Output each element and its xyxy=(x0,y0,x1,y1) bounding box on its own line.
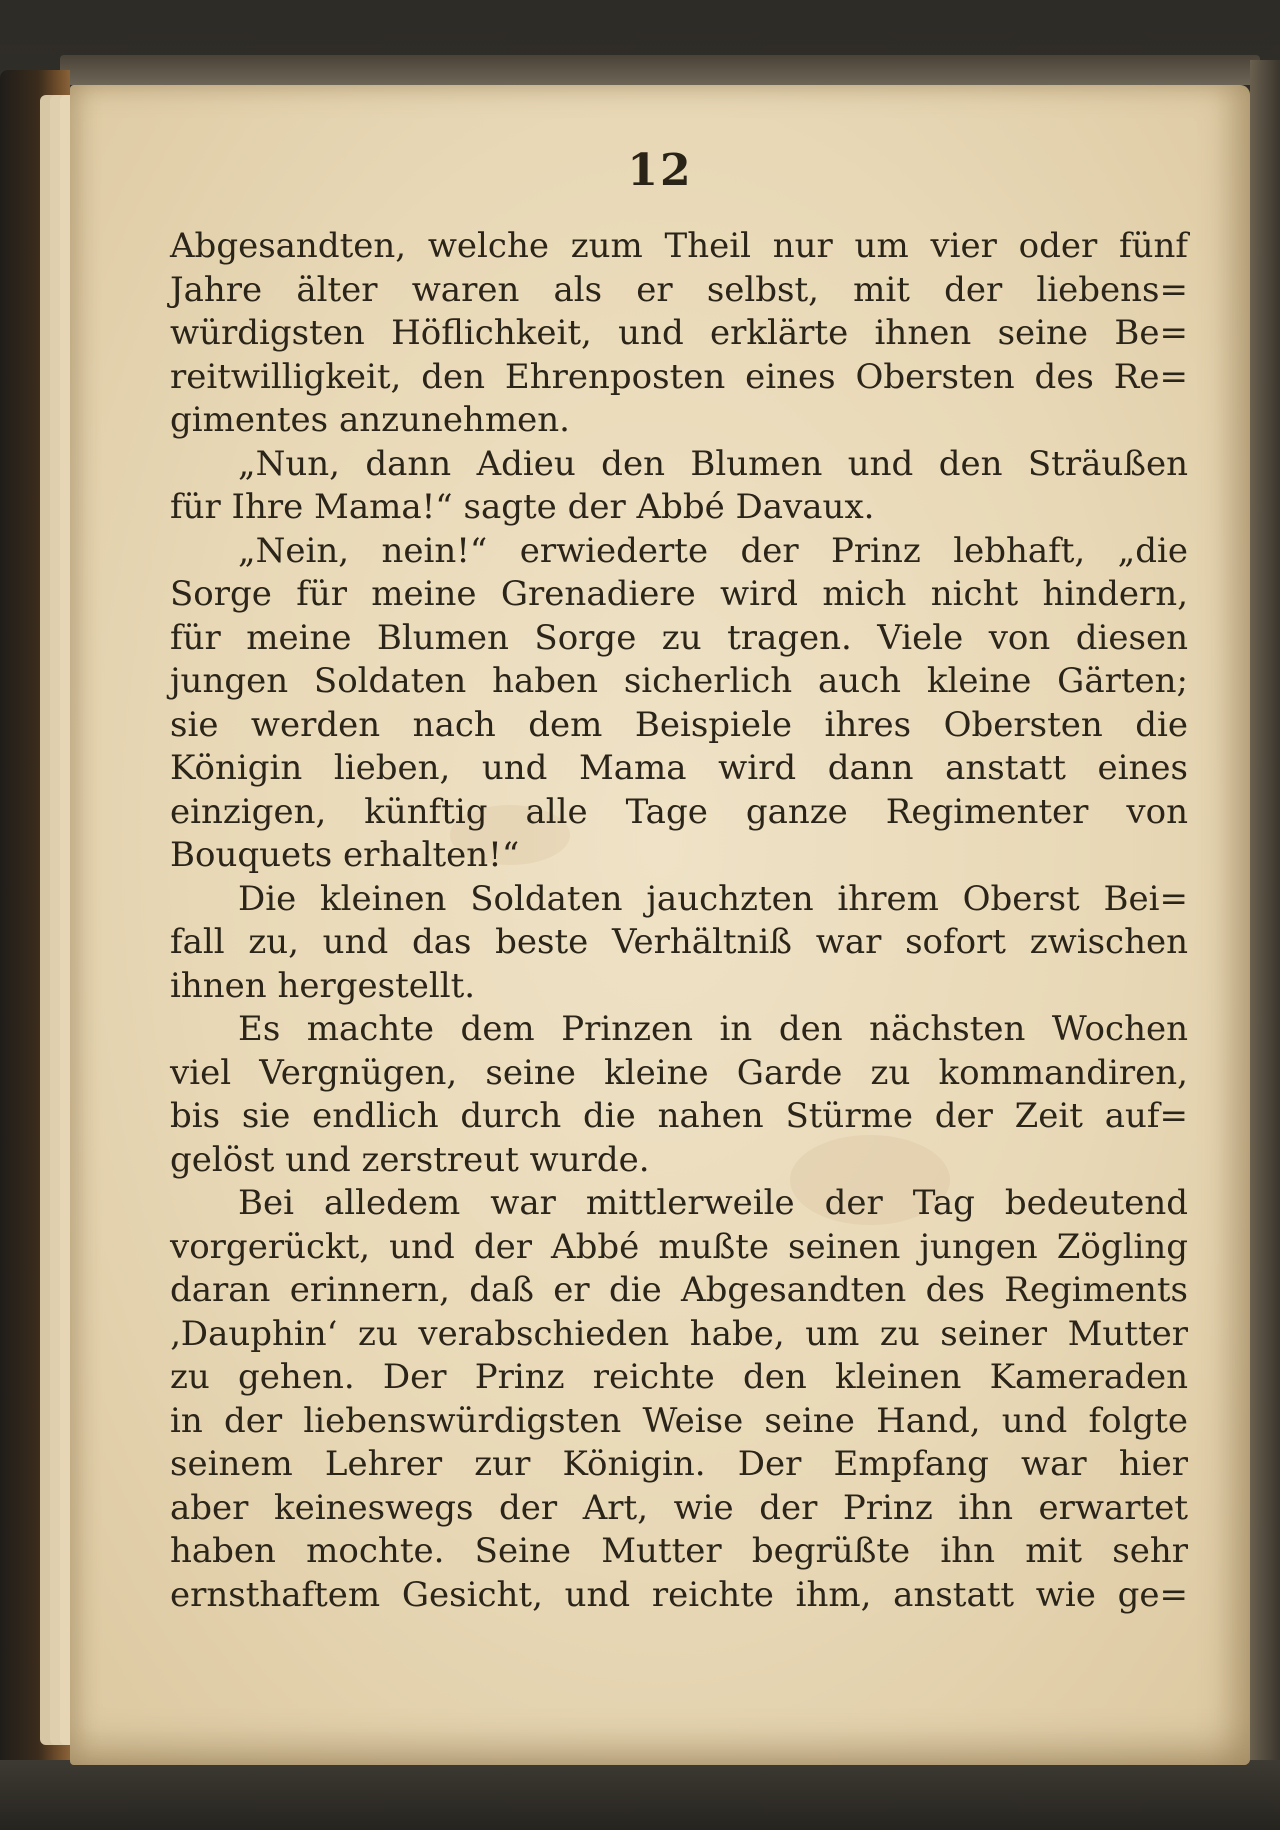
text-line: Es machte dem Prinzen in den nächsten Wochen xyxy=(238,1009,1188,1049)
text-line: ihnen hergestellt. xyxy=(170,965,476,1006)
text-line: jungen Soldaten haben sicherlich auch kleine Gärten; xyxy=(170,661,1188,701)
text-line: einzigen, künftig alle Tage ganze Regimenter von xyxy=(170,791,1188,832)
text-line: „Nein, nein!“ erwiederte der Prinz lebhaft, „die xyxy=(238,530,1188,571)
text-line: daran erinnern, daß er die Abgesandten des Regiments xyxy=(170,1270,1188,1310)
text-line: vorgerückt, und der Abbé mußte seinen jungen Zögling xyxy=(170,1226,1188,1267)
book-binding-bottom xyxy=(0,1760,1280,1830)
text-line: für Ihre Mama!“ sagte der Abbé Davaux. xyxy=(170,487,875,527)
text-line: gelöst und zerstreut wurde. xyxy=(170,1139,650,1180)
text-line: seinem Lehrer zur Königin. Der Empfang war hier xyxy=(170,1444,1188,1484)
text-line: für meine Blumen Sorge zu tragen. Viele von diesen xyxy=(170,617,1188,658)
body-text xyxy=(170,225,1188,1617)
text-line: Bei alledem war mittlerweile der Tag bedeutend xyxy=(238,1183,1188,1223)
text-line: fall zu, und das beste Verhältniß war sofort zwischen xyxy=(170,922,1188,962)
text-line: sie werden nach dem Beispiele ihres Obersten die xyxy=(170,704,1188,745)
text-line: viel Vergnügen, seine kleine Garde zu kommandiren, xyxy=(170,1052,1188,1093)
text-line: haben mochte. Seine Mutter begrüßte ihn mit sehr xyxy=(170,1531,1188,1571)
text-line: Abgesandten, welche zum Theil nur um vier oder fünf xyxy=(170,226,1188,266)
text-line: Sorge für meine Grenadiere wird mich nicht hindern, xyxy=(170,574,1188,614)
text-line: Die kleinen Soldaten jauchzten ihrem Oberst Bei= xyxy=(238,878,1188,919)
text-line: Jahre älter waren als er selbst, mit der liebens= xyxy=(170,269,1188,310)
page-number: 12 xyxy=(627,145,693,196)
book-binding-right xyxy=(1250,60,1280,1780)
text-line: „Nun, dann Adieu den Blumen und den Sträußen xyxy=(238,443,1188,484)
text-line: aber keineswegs der Art, wie der Prinz ihn erwartet xyxy=(170,1487,1188,1528)
text-line: ‚Dauphin‘ zu verabschieden habe, um zu seiner Mutter xyxy=(170,1313,1188,1354)
text-line: Königin lieben, und Mama wird dann anstatt eines xyxy=(170,748,1188,788)
text-line: Bouquets erhalten!“ xyxy=(170,835,520,875)
text-line: bis sie endlich durch die nahen Stürme der Zeit auf= xyxy=(170,1096,1188,1136)
text-line: würdigsten Höflichkeit, und erklärte ihnen seine Be= xyxy=(170,313,1188,353)
text-line: in der liebenswürdigsten Weise seine Hand, und folgte xyxy=(170,1400,1188,1441)
text-line: ernsthaftem Gesicht, und reichte ihm, anstatt wie ge= xyxy=(170,1574,1188,1615)
book-page xyxy=(70,85,1250,1765)
text-line: reitwilligkeit, den Ehrenposten eines Obersten des Re= xyxy=(170,356,1188,397)
text-line: gimentes anzunehmen. xyxy=(170,400,570,440)
book-binding-top xyxy=(60,55,1260,85)
text-line: zu gehen. Der Prinz reichte den kleinen Kameraden xyxy=(170,1357,1188,1397)
